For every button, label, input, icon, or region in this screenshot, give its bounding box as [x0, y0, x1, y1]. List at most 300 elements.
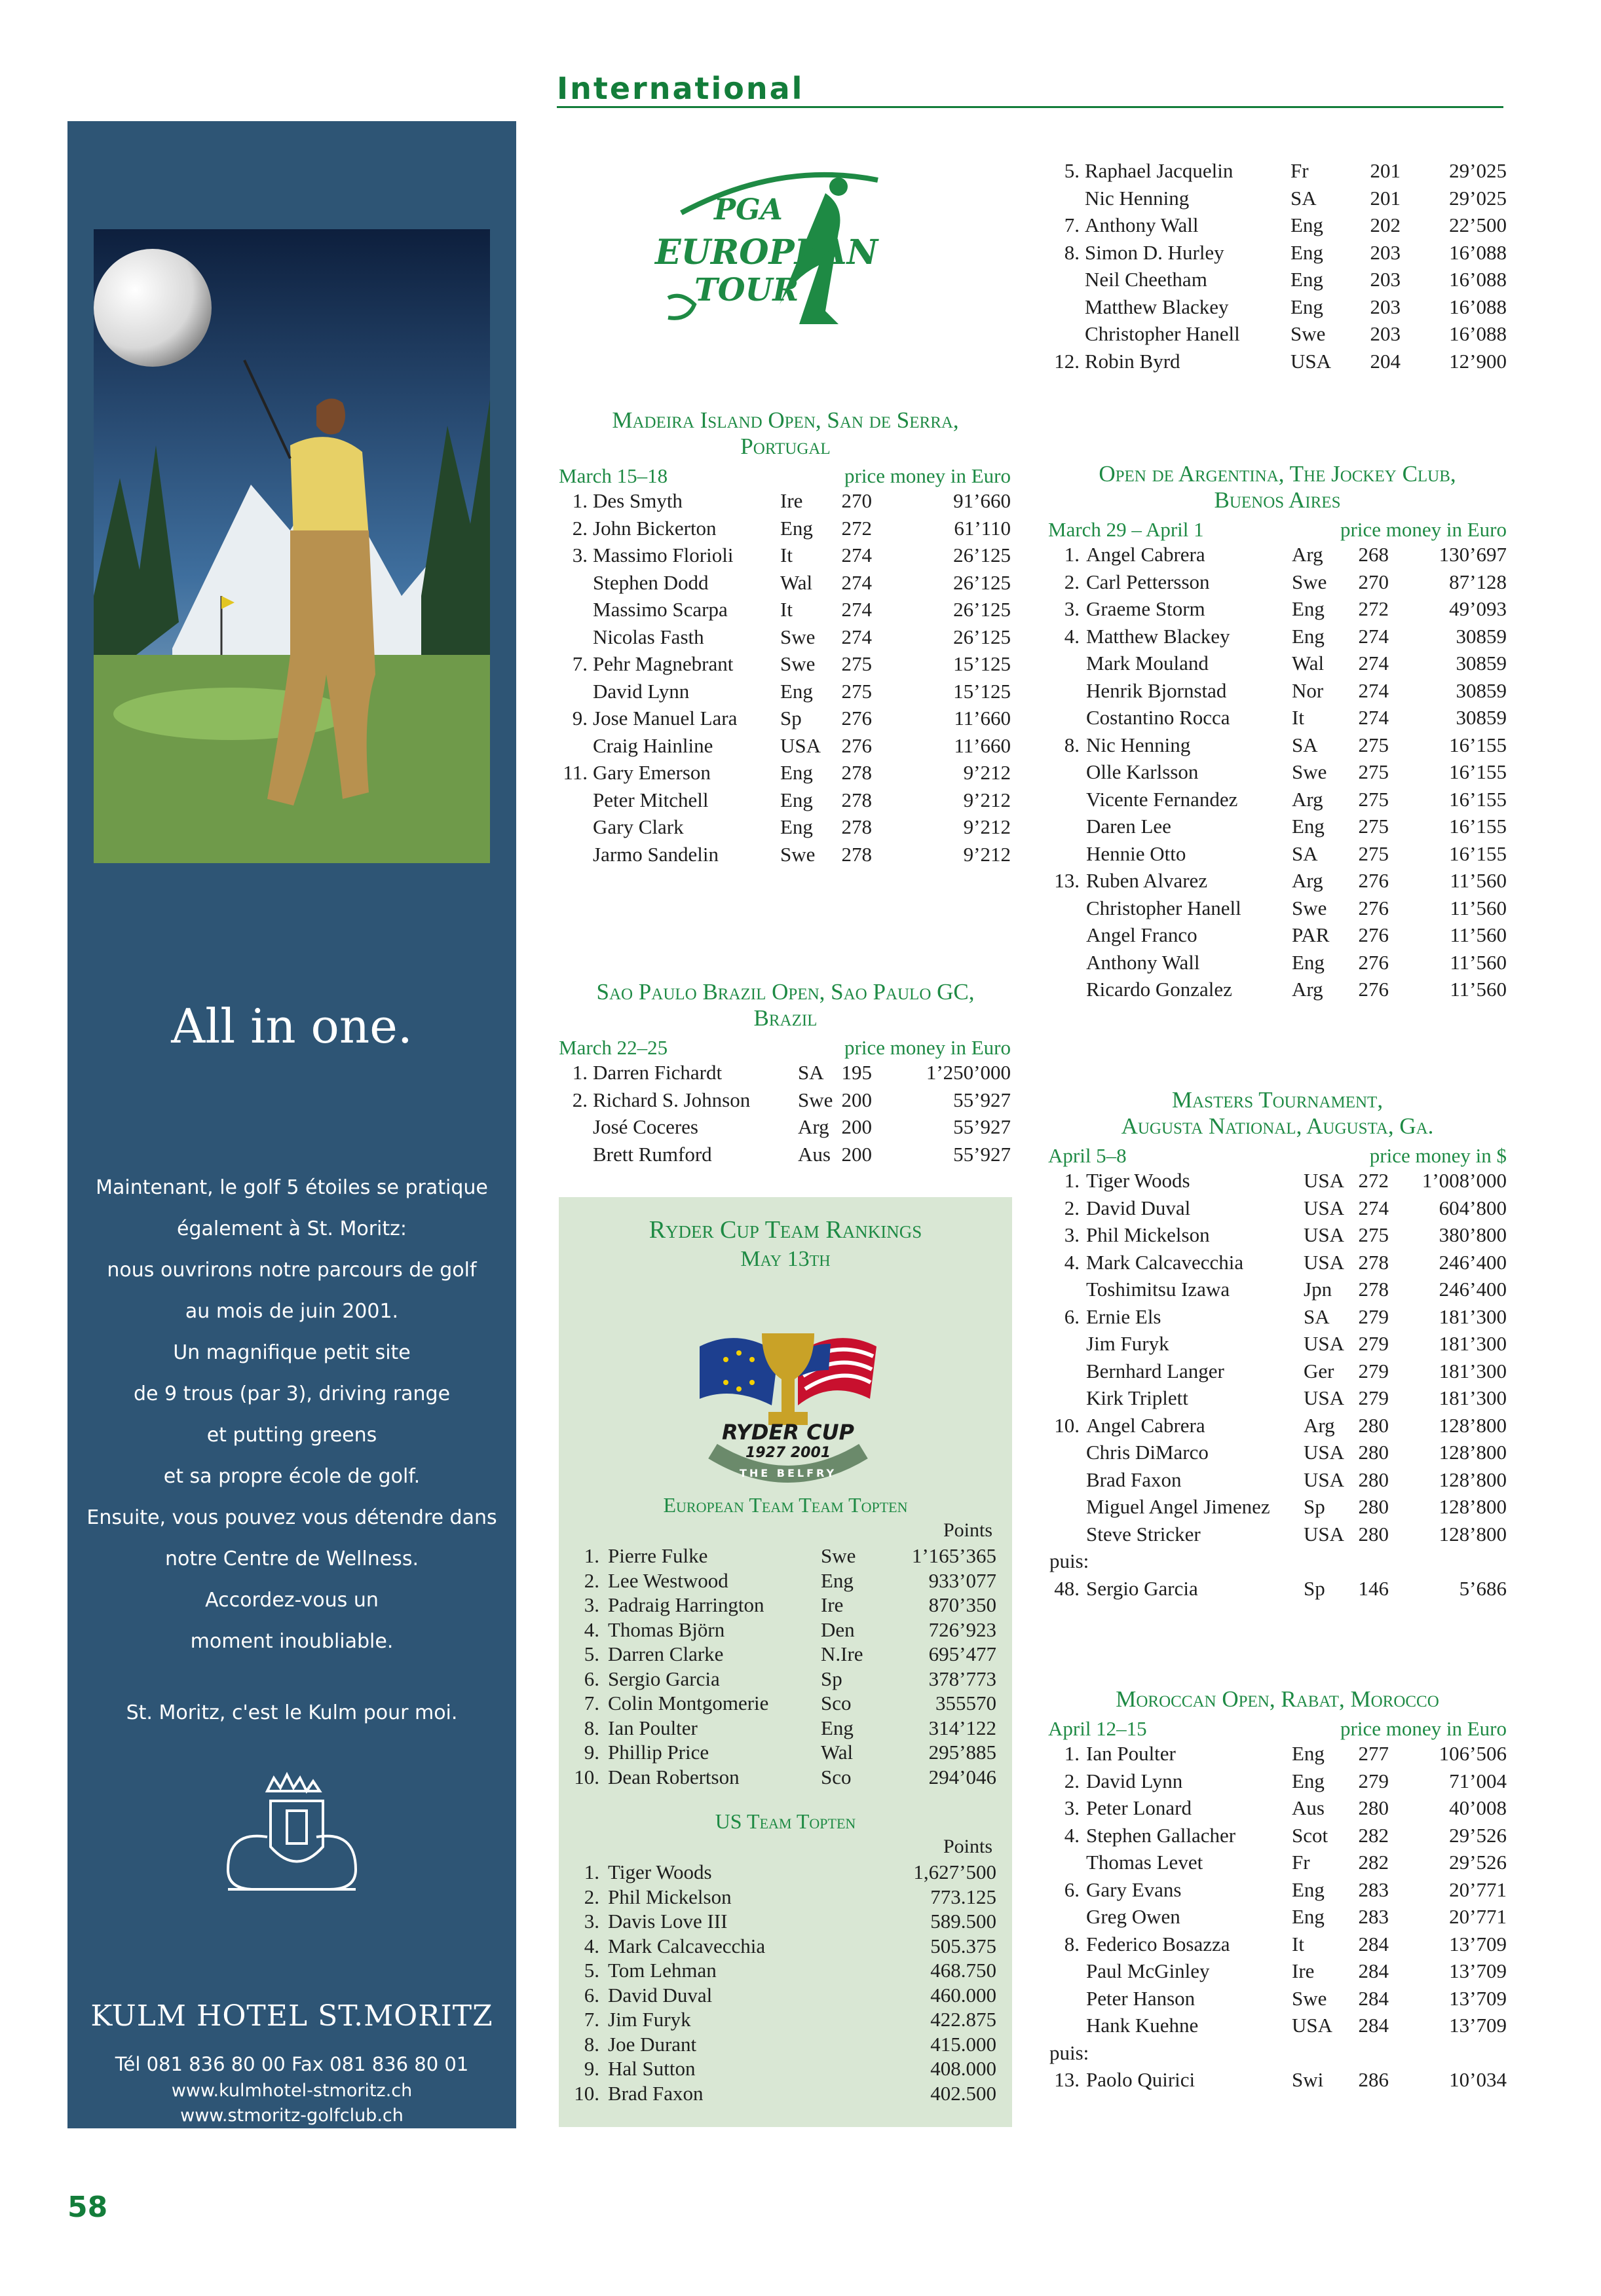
result-score: 284	[1358, 1986, 1389, 2010]
result-row	[1048, 570, 1507, 598]
result-nat: Swe	[1292, 570, 1327, 593]
result-prize: 16’088	[1449, 268, 1507, 291]
result-row	[1048, 2014, 1507, 2041]
ranking-row	[559, 1910, 1012, 1935]
result-row	[559, 815, 1012, 843]
tournament-title	[559, 979, 1012, 1031]
result-score: 270	[1358, 570, 1389, 593]
result-prize: 26’125	[953, 570, 1011, 594]
result-row	[1048, 788, 1507, 815]
result-name: Hennie Otto	[1086, 842, 1186, 865]
result-nat: It	[1292, 706, 1304, 729]
ranking-row	[559, 2008, 1012, 2033]
result-score: 276	[1358, 978, 1389, 1001]
ranking-points: 505.375	[930, 1934, 996, 1957]
result-prize: 11’560	[1450, 950, 1507, 974]
result-score: 201	[1370, 159, 1401, 182]
ranking-name: Mark Calcavecchia	[608, 1934, 766, 1957]
result-nat: Eng	[1290, 240, 1323, 264]
result-nat: Fr	[1292, 1851, 1310, 1874]
result-name: Peter Lonard	[1086, 1796, 1192, 1819]
ranking-pos: 8.	[584, 2032, 599, 2056]
result-prize: 128’800	[1439, 1441, 1507, 1464]
result-score: 274	[841, 544, 872, 566]
ranking-name: Thomas Björn	[608, 1618, 725, 1641]
ad-body-line: Un magnifique petit site	[173, 1341, 411, 1364]
ryder-logo-text: RYDER CUP	[722, 1420, 854, 1445]
result-row	[559, 598, 1012, 625]
result-nat: SA	[1292, 842, 1318, 865]
ranking-name: Sergio Garcia	[608, 1667, 720, 1690]
result-nat: Eng	[1292, 597, 1325, 620]
ranking-points: 773.125	[930, 1885, 996, 1908]
ad-body-line: Ensuite, vous pouvez vous détendre dans	[86, 1506, 497, 1529]
ranking-name: Ian Poulter	[608, 1716, 698, 1739]
result-nat: Swe	[1292, 896, 1327, 919]
us-points-header: Points	[943, 1836, 992, 1857]
result-name: Darren Fichardt	[593, 1061, 723, 1084]
results-list	[1048, 1169, 1507, 1549]
result-prize: 71’004	[1449, 1769, 1507, 1792]
tournament-title	[1048, 461, 1507, 513]
ranking-pos: 3.	[584, 1910, 599, 1933]
result-name: Tiger Woods	[1086, 1169, 1190, 1192]
result-score: 276	[1358, 869, 1389, 892]
hotel-website: www.kulmhotel-stmoritz.ch	[171, 2081, 413, 2101]
result-row	[1048, 652, 1507, 679]
result-nat: Wal	[780, 570, 813, 594]
result-name: John Bickerton	[593, 516, 717, 540]
prize-money-header: price money in Euro	[844, 464, 1011, 487]
result-nat: Swe	[780, 625, 816, 648]
result-row	[1048, 1305, 1507, 1333]
result-score: 276	[1358, 923, 1389, 946]
ranking-row	[559, 1984, 1012, 2009]
result-nat: Aus	[798, 1142, 831, 1166]
result-row	[559, 707, 1012, 734]
result-name: Gary Clark	[593, 815, 684, 838]
hotel-name: KULM HOTEL ST.MORITZ	[90, 1999, 493, 2033]
result-row	[1048, 625, 1507, 652]
result-score: 277	[1358, 1742, 1389, 1765]
pga-logo-line1: PGA	[714, 193, 783, 227]
ranking-pos: 1.	[584, 1861, 599, 1883]
result-prize: 11’560	[1450, 896, 1507, 919]
result-row	[1048, 951, 1507, 978]
result-nat: SA	[1292, 733, 1318, 756]
result-nat: Eng	[1290, 268, 1323, 291]
ranking-row	[559, 1716, 1012, 1741]
result-nat: USA	[1290, 349, 1332, 373]
tournament-morocco	[1048, 1686, 1507, 2112]
result-score: 146	[1358, 1577, 1389, 1600]
result-pos: 3.	[1064, 1223, 1080, 1246]
result-row	[559, 1115, 1012, 1143]
result-score: 200	[841, 1142, 872, 1166]
result-pos: 3.	[572, 544, 588, 566]
result-prize: 604’800	[1439, 1196, 1507, 1219]
result-name: Nic Henning	[1086, 733, 1191, 756]
result-score: 284	[1358, 1959, 1389, 1982]
ranking-pos: 2.	[584, 1568, 599, 1592]
result-nat: USA	[780, 733, 821, 757]
result-name: Stephen Gallacher	[1086, 1823, 1236, 1847]
ad-body-line: notre Centre de Wellness.	[165, 1547, 419, 1570]
result-pos: 6.	[1064, 1878, 1080, 1901]
result-prize: 29’025	[1449, 159, 1507, 182]
page-number: 58	[67, 2191, 108, 2224]
result-prize: 29’526	[1449, 1823, 1507, 1847]
ranking-nat: N.Ire	[821, 1642, 863, 1665]
result-nat: USA	[1304, 1332, 1345, 1355]
result-nat: SA	[1290, 186, 1317, 210]
result-name: Ruben Alvarez	[1086, 869, 1208, 892]
ranking-nat: Sp	[821, 1667, 842, 1690]
result-name: Nicolas Fasth	[593, 625, 704, 648]
result-prize: 13’709	[1449, 1959, 1507, 1982]
ranking-points: 933’077	[928, 1568, 996, 1592]
result-name: Graeme Storm	[1086, 597, 1205, 620]
ad-body-line: moment inoubliable.	[190, 1630, 394, 1653]
result-prize: 61’110	[954, 516, 1011, 540]
result-row	[559, 1088, 1012, 1116]
tournament-title-line: Sao Paulo Brazil Open, Sao Paulo GC,	[596, 979, 975, 1005]
result-prize: 26’125	[953, 544, 1011, 566]
result-prize: 128’800	[1439, 1468, 1507, 1491]
ranking-name: Phillip Price	[608, 1741, 709, 1764]
result-prize: 9’212	[963, 815, 1011, 838]
ad-body-line: Accordez-vous un	[205, 1589, 379, 1612]
result-prize: 9’212	[963, 842, 1011, 866]
tournament-argentina	[1048, 461, 1507, 1011]
result-prize: 181’300	[1439, 1359, 1507, 1382]
result-prize: 29’526	[1449, 1851, 1507, 1874]
result-row	[1048, 1278, 1507, 1305]
tournament-title-line: Buenos Aires	[1214, 487, 1341, 513]
result-score: 204	[1370, 349, 1401, 373]
result-name: David Duval	[1086, 1196, 1191, 1219]
result-name: Olle Karlsson	[1086, 760, 1199, 783]
result-row	[1048, 1769, 1507, 1797]
tournament-title	[1048, 1686, 1507, 1713]
result-row	[1048, 1441, 1507, 1468]
result-pos: 10.	[1054, 1413, 1080, 1437]
result-prize: 16’088	[1449, 322, 1507, 345]
result-row	[1048, 1933, 1507, 1960]
result-prize: 9’212	[963, 761, 1011, 784]
result-name: Henrik Bjornstad	[1086, 678, 1227, 702]
result-prize: 130’697	[1439, 543, 1507, 566]
result-score: 284	[1358, 1932, 1389, 1955]
extra-results-list	[1048, 2068, 1507, 2096]
result-nat: Swe	[1292, 760, 1327, 783]
result-name: Neil Cheetham	[1085, 268, 1207, 291]
result-nat: It	[780, 544, 793, 566]
result-score: 278	[841, 842, 872, 866]
header-rule	[557, 106, 1503, 108]
result-row	[1048, 213, 1507, 241]
result-nat: Arg	[1304, 1413, 1335, 1437]
result-nat: Swe	[1290, 322, 1326, 345]
result-row	[1048, 923, 1507, 951]
result-pos: 5.	[1064, 159, 1080, 182]
result-nat: Eng	[1292, 815, 1325, 838]
tournament-sao-paulo	[559, 979, 1012, 1182]
result-score: 200	[841, 1088, 872, 1111]
result-score: 270	[841, 489, 872, 512]
result-row	[1048, 815, 1507, 842]
result-nat: USA	[1304, 1169, 1345, 1192]
result-prize: 40’008	[1449, 1796, 1507, 1819]
result-row	[1048, 842, 1507, 870]
result-pos: 1.	[1064, 1742, 1080, 1765]
result-prize: 16’155	[1449, 760, 1507, 783]
result-score: 276	[1358, 896, 1389, 919]
result-row	[1048, 1851, 1507, 1878]
result-name: Peter Hanson	[1086, 1986, 1196, 2010]
ranking-name: Joe Durant	[608, 2032, 697, 2056]
result-nat: USA	[1304, 1250, 1345, 1274]
result-name: Craig Hainline	[593, 733, 713, 757]
result-name: Richard S. Johnson	[593, 1088, 751, 1111]
leading-hotels-logo	[424, 2145, 497, 2233]
result-prize: 246’400	[1439, 1278, 1507, 1301]
result-pos: 1.	[572, 1061, 588, 1084]
result-nat: Swe	[780, 652, 816, 675]
lhw-line: Leading	[432, 2169, 489, 2185]
result-name: Carl Pettersson	[1086, 570, 1210, 593]
result-pos: 1.	[572, 489, 588, 512]
result-score: 274	[841, 625, 872, 648]
tournament-title-line: Moroccan Open, Rabat, Morocco	[1116, 1686, 1439, 1712]
ranking-pos: 4.	[584, 1618, 599, 1641]
result-name: Nic Henning	[1085, 186, 1190, 210]
result-nat: Jpn	[1304, 1278, 1332, 1301]
result-score: 275	[1358, 733, 1389, 756]
result-row	[1048, 1577, 1507, 1604]
result-row	[559, 734, 1012, 762]
ranking-points: 408.000	[930, 2057, 996, 2080]
result-row	[1048, 1905, 1507, 1933]
result-name: Brad Faxon	[1086, 1468, 1182, 1491]
ad-body-line: nous ouvrirons notre parcours de golf	[107, 1259, 477, 1282]
result-row	[1048, 1495, 1507, 1523]
puis-label: puis:	[1049, 1549, 1089, 1572]
result-row	[1048, 1468, 1507, 1496]
result-nat: Eng	[780, 815, 813, 838]
results-list	[559, 489, 1012, 870]
ranking-points: 468.750	[930, 1959, 996, 1982]
result-row	[1048, 1987, 1507, 2014]
ranking-row	[559, 1569, 1012, 1594]
lhw-line: The	[447, 2154, 474, 2170]
result-row	[1048, 1386, 1507, 1414]
result-score: 274	[1358, 678, 1389, 702]
result-score: 284	[1358, 2014, 1389, 2037]
ranking-points: 314’122	[928, 1716, 996, 1739]
ranking-row	[559, 1642, 1012, 1667]
result-name: Robin Byrd	[1085, 349, 1180, 373]
ranking-points: 589.500	[930, 1910, 996, 1933]
result-prize: 128’800	[1439, 1522, 1507, 1546]
result-nat: Arg	[1292, 787, 1323, 811]
result-name: Miguel Angel Jimenez	[1086, 1495, 1270, 1518]
result-prize: 13’709	[1449, 1932, 1507, 1955]
tournament-title-line: Brazil	[753, 1005, 818, 1031]
tournament-madeira	[559, 407, 1012, 892]
result-prize: 9’212	[963, 788, 1011, 811]
ranking-points: 726’923	[928, 1618, 996, 1641]
result-prize: 55’927	[953, 1115, 1011, 1138]
ranking-name: Davis Love III	[608, 1910, 728, 1933]
result-row	[1048, 159, 1507, 187]
ranking-points: 355570	[935, 1692, 996, 1714]
result-name: Gary Evans	[1086, 1878, 1182, 1901]
ad-body-line: au mois de juin 2001.	[185, 1300, 399, 1323]
result-nat: Arg	[798, 1115, 829, 1138]
lhw-line: of the	[440, 2199, 481, 2215]
result-name: Ernie Els	[1086, 1305, 1161, 1328]
result-score: 279	[1358, 1359, 1389, 1382]
result-prize: 20’771	[1449, 1905, 1507, 1928]
ranking-row	[559, 1593, 1012, 1618]
ranking-pos: 6.	[584, 1667, 599, 1690]
result-pos: 2.	[1064, 1196, 1080, 1219]
tournament-continued	[1048, 159, 1507, 385]
result-name: Ian Poulter	[1086, 1742, 1176, 1765]
result-prize: 29’025	[1449, 186, 1507, 210]
ranking-points: 415.000	[930, 2032, 996, 2056]
pga-european-tour-logo	[642, 167, 891, 337]
result-row	[1048, 1742, 1507, 1769]
result-score: 282	[1358, 1851, 1389, 1874]
result-row	[1048, 597, 1507, 625]
result-score: 275	[1358, 842, 1389, 865]
result-prize: 246’400	[1439, 1250, 1507, 1274]
european-team-title: European Team Team Topten	[663, 1493, 908, 1517]
ranking-row	[559, 1667, 1012, 1692]
result-nat: USA	[1304, 1196, 1345, 1219]
ranking-row	[559, 1544, 1012, 1569]
result-nat: Nor	[1292, 678, 1324, 702]
result-nat: Sp	[1304, 1577, 1325, 1600]
result-score: 280	[1358, 1441, 1389, 1464]
result-pos: 8.	[1064, 733, 1080, 756]
tournament-date: March 29 – April 1	[1048, 518, 1204, 541]
ranking-pos: 3.	[584, 1593, 599, 1616]
result-score: 201	[1370, 186, 1401, 210]
result-row	[559, 680, 1012, 707]
result-prize: 30859	[1456, 706, 1507, 729]
ranking-nat: Sco	[821, 1765, 852, 1788]
result-row	[1048, 295, 1507, 323]
ranking-pos: 1.	[584, 1544, 599, 1567]
result-row	[559, 1061, 1012, 1088]
result-score: 280	[1358, 1495, 1389, 1518]
result-nat: USA	[1304, 1441, 1345, 1464]
result-score: 274	[1358, 706, 1389, 729]
result-score: 203	[1370, 322, 1401, 345]
result-nat: USA	[1304, 1468, 1345, 1491]
result-score: 278	[1358, 1278, 1389, 1301]
ranking-pos: 10.	[574, 1765, 599, 1788]
result-nat: Ire	[1292, 1959, 1315, 1982]
result-row	[559, 652, 1012, 680]
result-nat: Eng	[1292, 1769, 1325, 1792]
ranking-name: Colin Montgomerie	[608, 1692, 769, 1714]
result-nat: Aus	[1292, 1796, 1325, 1819]
ad-body-line: et sa propre école de golf.	[163, 1465, 421, 1488]
result-score: 279	[1358, 1769, 1389, 1792]
result-pos: 13.	[1054, 869, 1080, 892]
ranking-name: Tiger Woods	[608, 1861, 712, 1883]
ranking-pos: 5.	[584, 1959, 599, 1982]
ranking-row	[559, 1618, 1012, 1643]
result-score: 278	[841, 788, 872, 811]
result-score: 203	[1370, 295, 1401, 318]
result-name: Bernhard Langer	[1086, 1359, 1224, 1382]
result-row	[1048, 706, 1507, 733]
ranking-points: 294’046	[928, 1765, 996, 1788]
result-score: 275	[841, 652, 872, 675]
result-pos: 7.	[1064, 213, 1080, 236]
result-score: 274	[1358, 1196, 1389, 1219]
result-nat: Eng	[780, 788, 813, 811]
result-score: 268	[1358, 543, 1389, 566]
result-row	[1048, 1824, 1507, 1851]
result-score: 275	[1358, 1223, 1389, 1246]
result-prize: 11’660	[954, 707, 1011, 730]
result-prize: 30859	[1456, 678, 1507, 702]
result-prize: 12’900	[1449, 349, 1507, 373]
result-nat: Arg	[1292, 869, 1323, 892]
result-nat: Eng	[1292, 1905, 1325, 1928]
ranking-name: Dean Robertson	[608, 1765, 740, 1788]
section-title: International	[557, 71, 804, 106]
result-score: 275	[1358, 815, 1389, 838]
result-score: 276	[841, 733, 872, 757]
result-prize: 91’660	[953, 489, 1011, 512]
ranking-nat: Den	[821, 1618, 855, 1641]
tournament-date: April 12–15	[1048, 1717, 1147, 1740]
result-pos: 2.	[572, 516, 588, 540]
ranking-pos: 2.	[584, 1885, 599, 1908]
result-prize: 11’560	[1450, 978, 1507, 1001]
result-name: Phil Mickelson	[1086, 1223, 1210, 1246]
result-pos: 13.	[1054, 2068, 1080, 2091]
ranking-name: Darren Clarke	[608, 1642, 724, 1665]
result-row	[1048, 268, 1507, 295]
result-name: Peter Mitchell	[593, 788, 709, 811]
result-nat: Eng	[1292, 950, 1325, 974]
ranking-row	[559, 2057, 1012, 2082]
result-score: 276	[1358, 950, 1389, 974]
result-nat: Swe	[798, 1088, 833, 1111]
result-prize: 5’686	[1459, 1577, 1507, 1600]
tournament-masters	[1048, 1087, 1507, 1611]
ad-tagline: St. Moritz, c'est le Kulm pour moi.	[126, 1701, 458, 1724]
result-name: Gary Emerson	[593, 761, 711, 784]
ranking-pos: 4.	[584, 1934, 599, 1957]
result-prize: 16’155	[1449, 842, 1507, 865]
result-pos: 3.	[1064, 597, 1080, 620]
result-pos: 7.	[572, 652, 588, 675]
ranking-nat: Eng	[821, 1568, 854, 1592]
result-name: Paul McGinley	[1086, 1959, 1210, 1982]
prize-money-header: price money in Euro	[1340, 1717, 1507, 1740]
result-name: Stephen Dodd	[593, 570, 709, 594]
result-name: David Lynn	[1086, 1769, 1183, 1792]
